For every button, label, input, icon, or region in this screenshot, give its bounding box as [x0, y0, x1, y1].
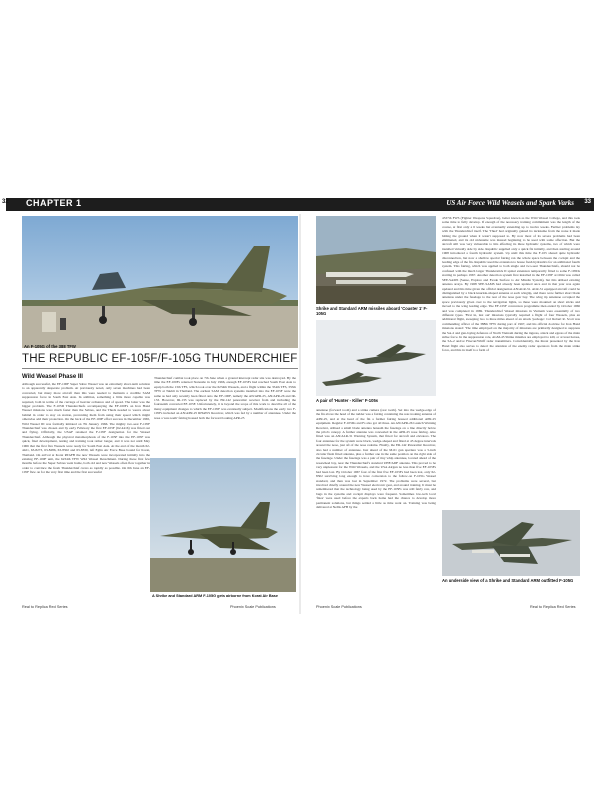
page-header — [0, 196, 600, 213]
caption-photo5: An underside view of a Shrike and Standard ARM outfitted F-105G — [442, 578, 574, 583]
right-page-number: 33 — [584, 199, 591, 205]
body-paragraph: 4537th FWS (Fighter Weapons Squadron), better known as the Wild Weasel College, and this took some time to fully develop. If enough of the necessary training commitment was the length of the course, at first only a 6 weeks but eventually extending up to twelve weeks. Further problems lay with the Thunderchief itself. The 'Thud' had originally gained its nickname from the noise it made hitting the ground when it wasn't supposed to. By now most of its severe problems had been eliminated, and its old nickname was instead beginning to be used with some affection. But the aircraft still was very vulnerable to hits affecting its three hydraulic systems, two of which were installed virtually side by side. Republic supplied only a quick fix initially, and then starting around 1968 introduced a fourth hydraulic system. Up until this time the F-105 shared quite hydraulic disconnection, but now a shallow special fairing ran the whole space between the cockpit and the leading edge of the fin. Republic used the extension to house fresh hydraulics for an additional fourth system. This fairing, which was applied to both single and two-seat Thunderchiefs, should not be confused with the much larger Thunderstick II spinal extension temporarily fitted to some F-105Ds starting in perhaps 1967. Another detection system first installed in the EF-105F at Olmi was called SEE-SAMS (Sense, Explore and Evade Surface to Air Missile System), but this utilised existing antenna arrays. By 1968 SEE-SAMS had already been updated once and in that year was again updated and this time given the official designation AN/ALR-31. ALR-31 equipped aircraft could be distinguished by a black knuckle-shaped antenna at each wingtip, and there were further short blade antennas under the fuselage to the rear of the nose gear bay. The wing tip antennae occupied the space previously given over to the navigation lights, so these were mounted on short sticks and moved to the wing leading edge. The EF-105F conversion programme then ended by October 1966 and was completed in 1969. Thunderchief Weasel missions in Vietnam were essentially of two different types. 'First in, last out' missions typically required a flight of four Weasels, plus an additional flight, sweeping two to three miles ahead of an attack 'package'. Col Robert R. Scott was commanding officer of the 388th TFW during part of 1967, and his official doctrine for Iron Hand missions stated: 'The time employed on the majority of missions are primarily designed to suppress the SA-2 and gun-laying defences of North Vietnam during the ingress, attack and egress of the main strike force. In the suppression role, AGM-45 Shrike missiles are employed to kill, or at least harass, the SA-2 and/or Firecan/Whiff radar transmitters. Coincidentally, the threat presented by the Iron Hand flight also serves to detect the attention of the enemy radar operators from the main strike force, and this in itself is a form of — [442, 216, 580, 353]
photo-f105g-ground — [22, 216, 298, 348]
footer-left-publisher: Phoenix Scale Publications — [230, 605, 276, 609]
body-paragraph: Although successful, the EF-100F Super Sabre Weasel was an extremely short-term solution to an apparently desperate problem. At previously noted, only seven machines had been converted, but many more aircraft than this were needed to maintain a credible SAM suppression force in South East Asia. In addition, something a little more capable was required, both in terms of the carriage of heavier ordnance and of speed. The latter was the bigger problem. The F-105D Thunderchiefs accompanying the EF-100Fs on Iron Hand Weasel missions were much faster than the Sabres, and the Thuds needed to weave about behind in order to stay on station, preventing them from using their speed which might otherwise add their protection. On the back of the EF-100F effort success in December 1965, Wild Weasel III was formally initiated on 7th January 1966. The mighty two-seat F-105F Thunderchief was chosen and by early February the first EF-105F (62-4416) was fitted out and flying. Officially, the USAF retained the F-105F designation for the Weasel Thunderchief. Although the physical metamorphosis of the F-105F into the EF-105F was quick, final development, testing and training took rather longer, and it was not until May 1966 that the first five Weasels were ready for South East Asia. At the end of the month 62-4421, 63-8273, 63-8286, 63-8302 and 63-8330, left Eglin Air Force Base bound for Korat, Thailand. On arrival at Korat RTAFB the new Weasels were incorporated initially into the existing EF-100F unit, the 6234th TFW Wild Weasel Detachment. During these first few months before the Super Sabres went home, both old and new Weasels often flew together in order to convince the fresh Thunderchief crews as rapidly as possible. On 6th June an EF-105F flew on for the very first time and the first successful — [22, 382, 150, 475]
footer-left-series: Real to Replica Red Series — [22, 605, 68, 609]
running-title: US Air Force Wild Weasels and Spark Varks — [446, 199, 574, 207]
photo-pair-in-flight — [316, 320, 436, 396]
photo-underside-view — [442, 510, 580, 576]
body-column-3 — [316, 408, 436, 600]
body-paragraph: Thunderchief combat took place on 7th June when a ground intercept radar site was destroyed. By the time the EF-100Fs returned Stateside in July 1966, enough EF-105Fs had reached South East Asia to equip both the 13th TFS, which took over the 6234th Weasels, and a flight within the 354th TFS, 355th TFW at Takhli in Thailand. The earliest SAM detection systems installed into the EF-105F were the same as had only recently been fitted onto the EF-100F, namely the AN/APR-25, AN/APR-26 and IR-133. However, IR-133 was replaced by the ER-142 panoramic receiver from and including the fourteenth converted EF-105F. Unfortunately, it is beyond the scope of this work to describe all of the many equipment changes to which the EF-105F was eventually subject. Modifications the early two F-105Fs included an AN/APR-25 RHAWS Receiver, which was fed by a number of antennae. Under the nose a 'saw-teeth' fairing housed both the forward looking APR-25 — [154, 376, 296, 420]
left-page-number: 32 — [2, 199, 9, 205]
body-column-2 — [154, 376, 296, 454]
caption-photo1: An F-105G of the 388 TFW — [24, 344, 76, 349]
caption-photo2: Shrike and Standard ARM missiles aboard 'Coaster 1' F-105G — [316, 306, 428, 316]
body-paragraph: antennae (forward tooth) and a strike camera (rear tooth). Set into the wedge-edge of the fin above the head of the rudder was a fairing containing the rear-looking antenna of APR-25, and at the head of the fin a further fairing housed additional APR-25 equipment. Regular F-105Ds and Fs also got all three. An AN/APR-26 Launch Warning Receiver, utilised a small blade antenna beneath the fuselage on a line directly below the pilot's canopy. A further antenna was concealed in the APR-25 nose fairing. Also fitted was an AN/ALR-31 Warning System, that fitted for aircraft and elevators. The four antennae for the system were black, wedge-shaped and fitted at 45 degree intervals around the nose, just aft of the nose radome. Finally, the ER-142 Panoramic Receiver, also had a number of antennae. Just ahead of the M-61 gun aperture was a 5-inch circular flush fitted antenna, plus a further one in the same position on the right side of the fuselage. Under the fuselage was a pair of tiny whip antennae, located ahead of the nosewheel bay, near the Thunderchief's standard UHF/ADF antenna. This proved to be very unpleasant for the Wild Weasels, and the USA Airgun no less than five EF-105Fs had been lost. By October 1967 four of the first five EF-105Fs had been lost, only 62-8302 surviving long enough to have conversion to the follow-on F-105G Weasel standard, and then was lost in September 1972. The problems were several, but involved chiefly around the new Weasel electronic gear, and around training. It must be remembered that the technology being used by the EF-105Fs was still fairly raw, and bugs in the systems and cockpit displays were frequent. Sometimes low-tech local 'fixes' were used before the experts back home had the chance to develop more permanent solutions, but things settled a little as time went on. Training was being delivered at Nellis AFB by the — [316, 408, 436, 509]
page-gutter — [299, 214, 301, 614]
title-rule — [22, 368, 298, 369]
body-column-4 — [442, 216, 580, 506]
footer-right-series: Real to Replica Red Series — [530, 605, 576, 609]
chapter-title: CHAPTER 1 — [26, 198, 82, 208]
caption-photo4: A Shrike and Standard ARM F-105G gets airborne from Korat Air Base — [152, 594, 278, 598]
section-title: THE REPUBLIC EF-105F/F-105G THUNDERCHIEF — [22, 353, 298, 365]
section-subhead: Wild Weasel Phase III — [22, 374, 83, 380]
photo-f105g-takeoff — [150, 458, 296, 592]
magazine-spread — [0, 196, 600, 624]
right-header-bar — [300, 198, 594, 211]
footer-right-publisher: Phoenix Scale Publications — [316, 605, 362, 609]
left-header-bar — [2, 198, 300, 211]
photo-missiles — [316, 216, 436, 304]
caption-photo3: A pair of 'Hunter - Killer' F-105s — [316, 398, 379, 403]
body-column-1 — [22, 382, 150, 600]
